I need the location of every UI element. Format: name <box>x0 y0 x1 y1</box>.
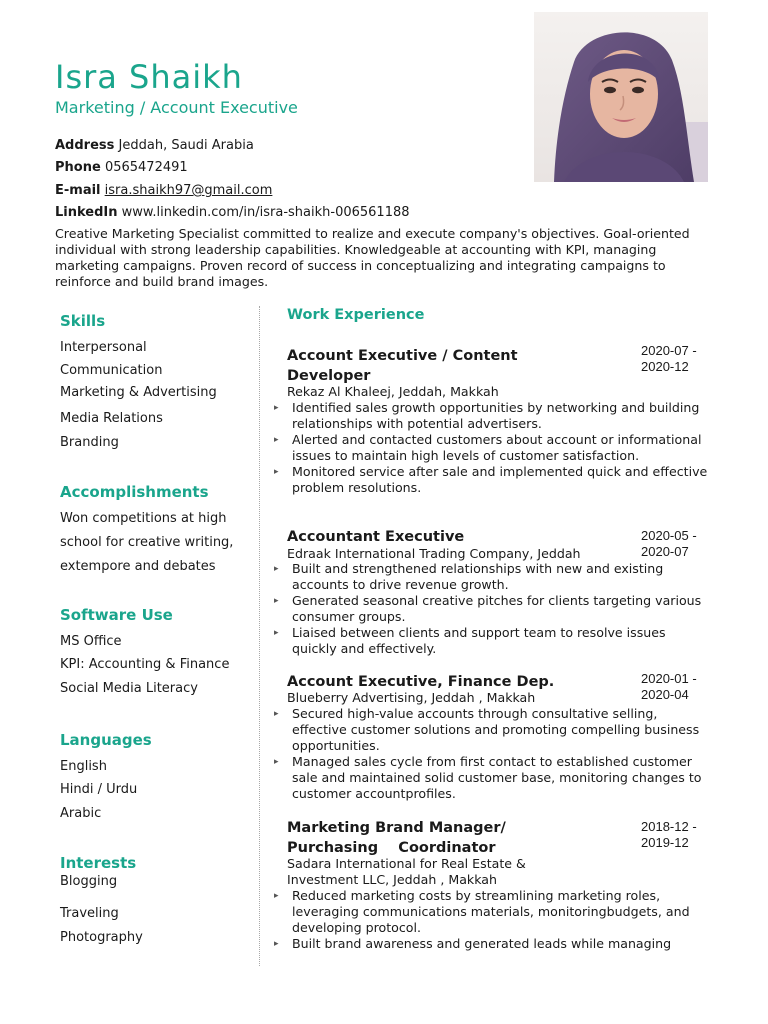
job-bullet-list <box>274 706 714 802</box>
phone-label: Phone <box>55 160 101 175</box>
interest-item: Traveling <box>60 906 119 921</box>
company-line: Investment LLC, Jeddah , Makkah <box>287 872 497 887</box>
language-item: Arabic <box>60 806 102 821</box>
job-date-start: 2020-01 - <box>641 671 697 686</box>
job-bullet-list <box>274 561 714 657</box>
job-company <box>287 856 526 888</box>
interest-item: Photography <box>60 930 143 945</box>
job-bullet: ▸ Managed sales cycle from first contact to established customer sale and maintained solid customer base, monitoring changes to customer accountprofiles. <box>274 754 714 802</box>
company-line: Sadara International for Real Estate & <box>287 856 526 871</box>
accomplishment-line: school for creative writing, <box>60 535 234 550</box>
job-date <box>641 671 697 703</box>
language-item: English <box>60 759 107 774</box>
job-company: Rekaz Al Khaleej, Jeddah, Makkah <box>287 384 499 399</box>
skill-item: Branding <box>60 435 119 450</box>
job-date-end: 2020-12 <box>641 359 689 374</box>
skill-item: Interpersonal <box>60 340 147 355</box>
contact-linkedin <box>55 205 410 220</box>
job-bullet-list <box>274 888 714 952</box>
email-label: E-mail <box>55 183 101 198</box>
job-date-start: 2018-12 - <box>641 819 697 834</box>
phone-value: 0565472491 <box>104 160 188 175</box>
column-divider <box>259 306 260 966</box>
software-item: Social Media Literacy <box>60 681 198 696</box>
job-title <box>287 818 506 858</box>
skills-heading: Skills <box>60 312 106 330</box>
job-date <box>641 819 697 851</box>
contact-email <box>55 183 272 198</box>
software-item: MS Office <box>60 634 122 649</box>
address-label: Address <box>55 138 115 153</box>
job-date <box>641 528 697 560</box>
email-link[interactable]: isra.shaikh97@gmail.com <box>104 183 273 198</box>
skill-item: Media Relations <box>60 411 163 426</box>
work-experience-heading: Work Experience <box>287 307 425 323</box>
skill-item: Marketing & Advertising <box>60 385 217 400</box>
contact-address <box>55 138 254 153</box>
candidate-title: Marketing / Account Executive <box>55 98 298 117</box>
candidate-name: Isra Shaikh <box>55 58 243 96</box>
accomplishments-heading: Accomplishments <box>60 483 209 501</box>
languages-heading: Languages <box>60 731 152 749</box>
profile-summary: Creative Marketing Specialist committed to realize and execute company's objectives. Goal-oriented individual with strong leadership capabilities. Knowledgeable at accounting with KPI, managing marketing campaigns. Proven record of success in conceptualizing and integrating campaigns to reinforce and build brand images. <box>55 226 690 289</box>
job-date-end: 2020-04 <box>641 687 689 702</box>
job-title <box>287 346 518 386</box>
job-bullet: ▸ Liaised between clients and support team to resolve issues quickly and effectively. <box>274 625 714 657</box>
software-item: KPI: Accounting & Finance <box>60 657 230 672</box>
interest-item: Blogging <box>60 874 118 889</box>
linkedin-value: www.linkedin.com/in/isra-shaikh-006561188 <box>121 205 410 220</box>
address-value: Jeddah, Saudi Arabia <box>118 138 254 153</box>
job-title-line: Purchasing Coordinator <box>287 840 496 856</box>
job-company: Blueberry Advertising, Jeddah , Makkah <box>287 690 536 705</box>
job-date-start: 2020-07 - <box>641 343 697 358</box>
job-title <box>287 672 554 692</box>
skill-item: Communication <box>60 363 163 378</box>
accomplishment-line: extempore and debates <box>60 559 216 574</box>
language-item: Hindi / Urdu <box>60 782 138 797</box>
job-bullet: ▸ Generated seasonal creative pitches for clients targeting various consumer groups. <box>274 593 714 625</box>
software-heading: Software Use <box>60 606 173 624</box>
job-bullet: ▸ Secured high-value accounts through consultative selling, effective customer solutions and promoting compelling business opportunities. <box>274 706 714 754</box>
job-bullet: ▸ Identified sales growth opportunities by networking and building relationships with potential advertisers. <box>274 400 714 432</box>
job-bullet: ▸ Monitored service after sale and implemented quick and effective problem resolutions. <box>274 464 714 496</box>
job-title-line: Developer <box>287 368 371 384</box>
job-company: Edraak International Trading Company, Jeddah <box>287 546 581 561</box>
job-date <box>641 343 697 375</box>
job-title-line: Marketing Brand Manager/ <box>287 820 506 836</box>
job-bullet: ▸ Reduced marketing costs by streamlining marketing roles, leveraging communications materials, monitoringbudgets, and developing protocol. <box>274 888 714 936</box>
job-title-line: Account Executive, Finance Dep. <box>287 674 555 690</box>
job-title-line: Accountant Executive <box>287 529 465 545</box>
job-date-start: 2020-05 - <box>641 528 697 543</box>
job-bullet-list <box>274 400 714 496</box>
job-bullet: ▸ Built brand awareness and generated leads while managing <box>274 936 714 952</box>
job-bullet: ▸ Alerted and contacted customers about account or informational issues to maintain high levels of customer satisfaction. <box>274 432 714 464</box>
job-bullet: ▸ Built and strengthened relationships with new and existing accounts to drive revenue growth. <box>274 561 714 593</box>
job-title-line: Account Executive / Content <box>287 348 518 364</box>
interests-heading: Interests <box>60 854 137 872</box>
job-title <box>287 527 464 547</box>
linkedin-label: LinkedIn <box>55 205 118 220</box>
job-date-end: 2020-07 <box>641 544 689 559</box>
contact-phone <box>55 160 188 175</box>
profile-photo <box>534 12 708 182</box>
accomplishment-line: Won competitions at high <box>60 511 227 526</box>
job-date-end: 2019-12 <box>641 835 689 850</box>
